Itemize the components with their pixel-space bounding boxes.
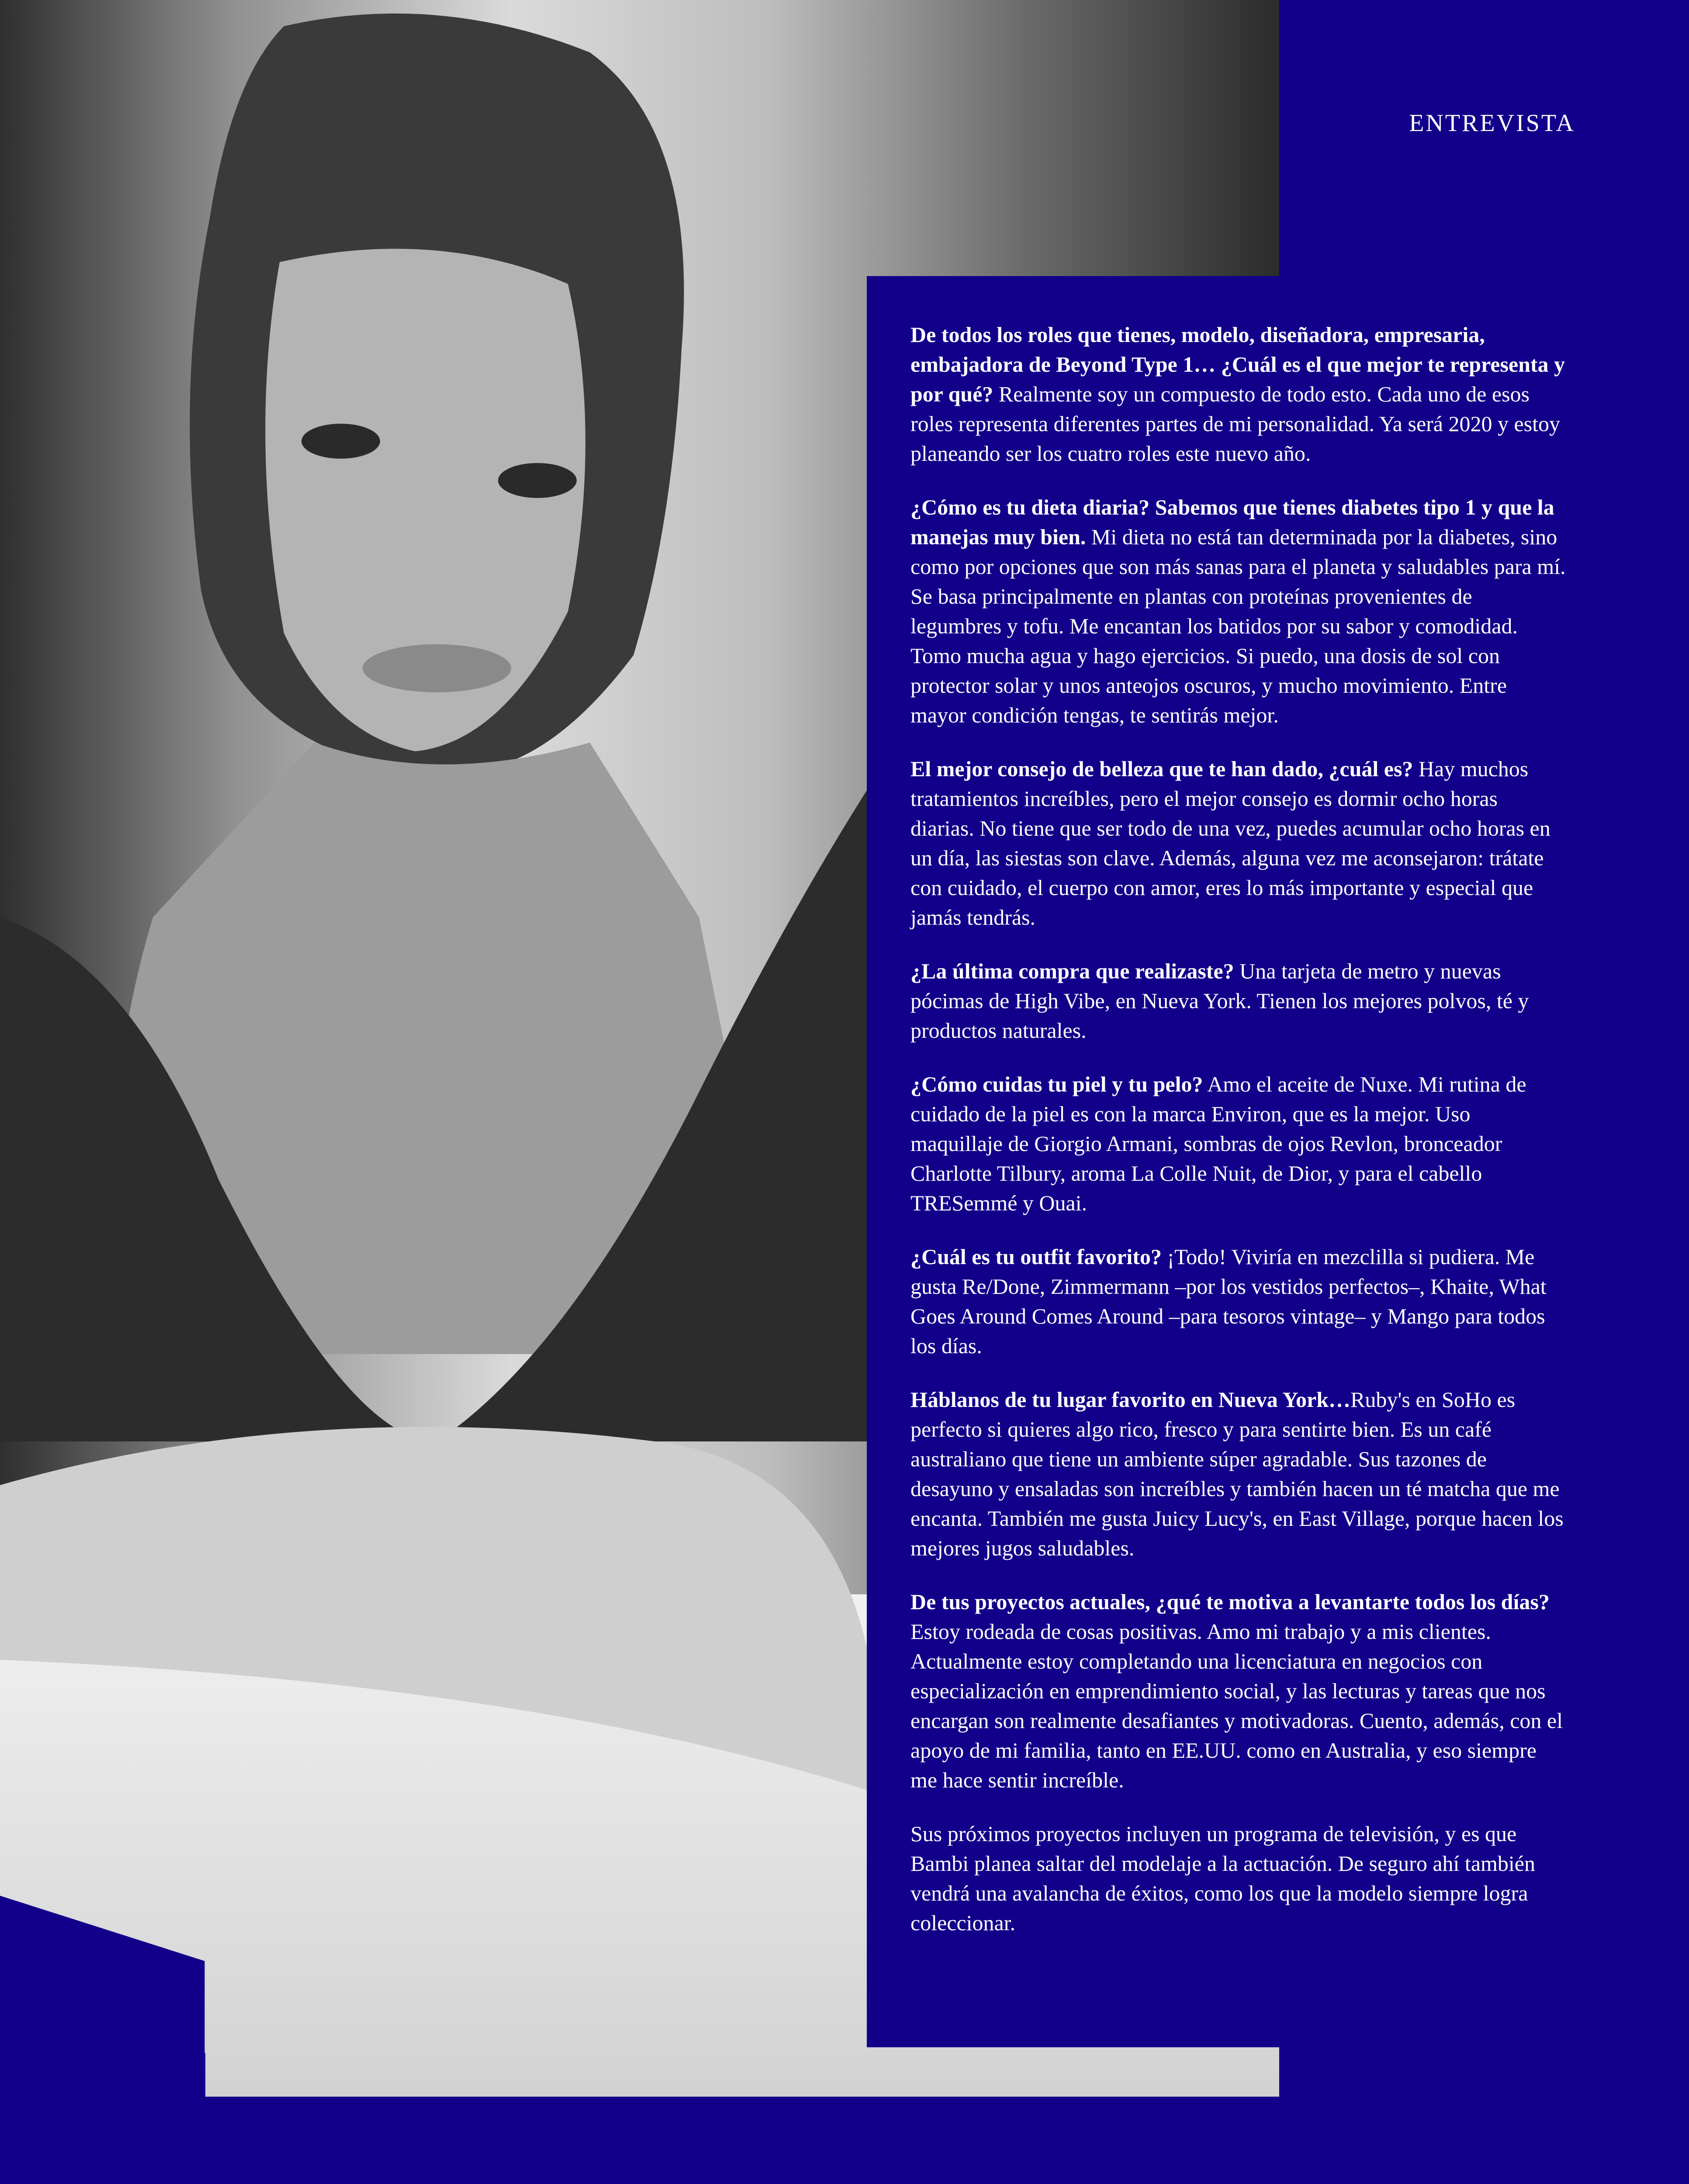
qa-paragraph: [910, 754, 1566, 932]
closing-paragraph: Sus próximos proyectos incluyen un programa de televisión, y es que Bambi planea saltar del modelaje a la actuación. De seguro ahí también vendrá una avalancha de éxitos, como los que la modelo siempre logra coleccionar.: [910, 1821, 1535, 1935]
question: El mejor consejo de belleza que te han dado, ¿cuál es?: [910, 757, 1413, 781]
blue-corner: [0, 2053, 205, 2184]
answer: Mi dieta no está tan determinada por la diabetes, sino como por opciones que son más sanas para el planeta y saludables para mí. Se basa principalmente en plantas con proteínas provenientes de legumbres y tofu. Me encantan los batidos por su sabor y comodidad. Tomo mucha agua y hago ejercicios. Si puedo, una dosis de sol con protector solar y unos anteojos oscuros, y mucho movimiento. Entre mayor condición tengas, te sentirás mejor.: [910, 525, 1566, 727]
question: De todos los roles que tienes, modelo, diseñadora, empresaria, embajadora de Beyond Type 1… ¿Cuál es el que mejor te representa y por qué?: [910, 322, 1565, 406]
qa-paragraph: [910, 492, 1566, 730]
qa-paragraph: [910, 1069, 1566, 1218]
answer: Amo el aceite de Nuxe. Mi rutina de cuidado de la piel es con la marca Environ, que es la mejor. Uso maquillaje de Giorgio Armani, sombras de ojos Revlon, bronceador Charlotte Tilbury, aroma La Colle Nuit, de Dior, y para el cabello TRESemmé y Ouai.: [910, 1072, 1526, 1215]
interview-article: [910, 320, 1566, 1938]
answer: Una tarjeta de metro y nuevas pócimas de High Vibe, en Nueva York. Tienen los mejores polvos, té y productos naturales.: [910, 959, 1529, 1043]
question: ¿Cómo es tu dieta diaria? Sabemos que tienes diabetes tipo 1 y que la manejas muy bien.: [910, 495, 1554, 549]
answer: Realmente soy un compuesto de todo esto. Cada uno de esos roles representa diferentes partes de mi personalidad. Ya será 2020 y estoy planeando ser los cuatro roles este nuevo año.: [910, 382, 1561, 466]
answer: Hay muchos tratamientos increíbles, pero el mejor consejo es dormir ocho horas diarias. No tiene que ser todo de una vez, puedes acumular ocho horas en un día, las siestas son clave. Además, alguna vez me aconsejaron: trátate con cuidado, el cuerpo con amor, eres lo más importante y especial que jamás tendrás.: [910, 757, 1551, 930]
question: ¿La última compra que realizaste?: [910, 959, 1234, 983]
model-figure: [0, 0, 869, 1878]
question: ¿Cuál es tu outfit favorito?: [910, 1244, 1162, 1269]
text-panel: [867, 276, 1566, 2047]
answer: Ruby's en SoHo es perfecto si quieres algo rico, fresco y para sentirte bien. Es un café australiano que tiene un ambiente súper agradable. Sus tazones de desayuno y ensaladas son increíbles y también hacen un té matcha que me encanta. También me gusta Juicy Lucy's, en East Village, porque hacen los mejores jugos saludables.: [910, 1387, 1564, 1560]
question: Háblanos de tu lugar favorito en Nueva York…: [910, 1387, 1351, 1412]
qa-paragraph: [910, 320, 1566, 468]
answer: ¡Todo! Viviría en mezclilla si pudiera. Me gusta Re/Done, Zimmermann –por los vestidos perfectos–, Khaite, What Goes Around Comes Around –para tesoros vintage– y Mango para todos los días.: [910, 1244, 1547, 1358]
qa-paragraph: [910, 1385, 1566, 1563]
question: ¿Cómo cuidas tu piel y tu pelo?: [910, 1072, 1203, 1096]
answer: Estoy rodeada de cosas positivas. Amo mi trabajo y a mis clientes. Actualmente estoy completando una licenciatura en negocios con especialización en emprendimiento social, y las lecturas y tareas que nos encargan son realmente desafiantes y motivadoras. Cuento, además, con el apoyo de mi familia, tanto en EE.UU. como en Australia, y eso siempre me hace sentir increíble.: [910, 1619, 1563, 1792]
qa-paragraph: [910, 1242, 1566, 1361]
qa-paragraph: [910, 956, 1566, 1045]
qa-paragraph: [910, 1587, 1566, 1795]
section-label: ENTREVISTA: [1409, 110, 1575, 137]
question: De tus proyectos actuales, ¿qué te motiva a levantarte todos los días?: [910, 1590, 1550, 1614]
